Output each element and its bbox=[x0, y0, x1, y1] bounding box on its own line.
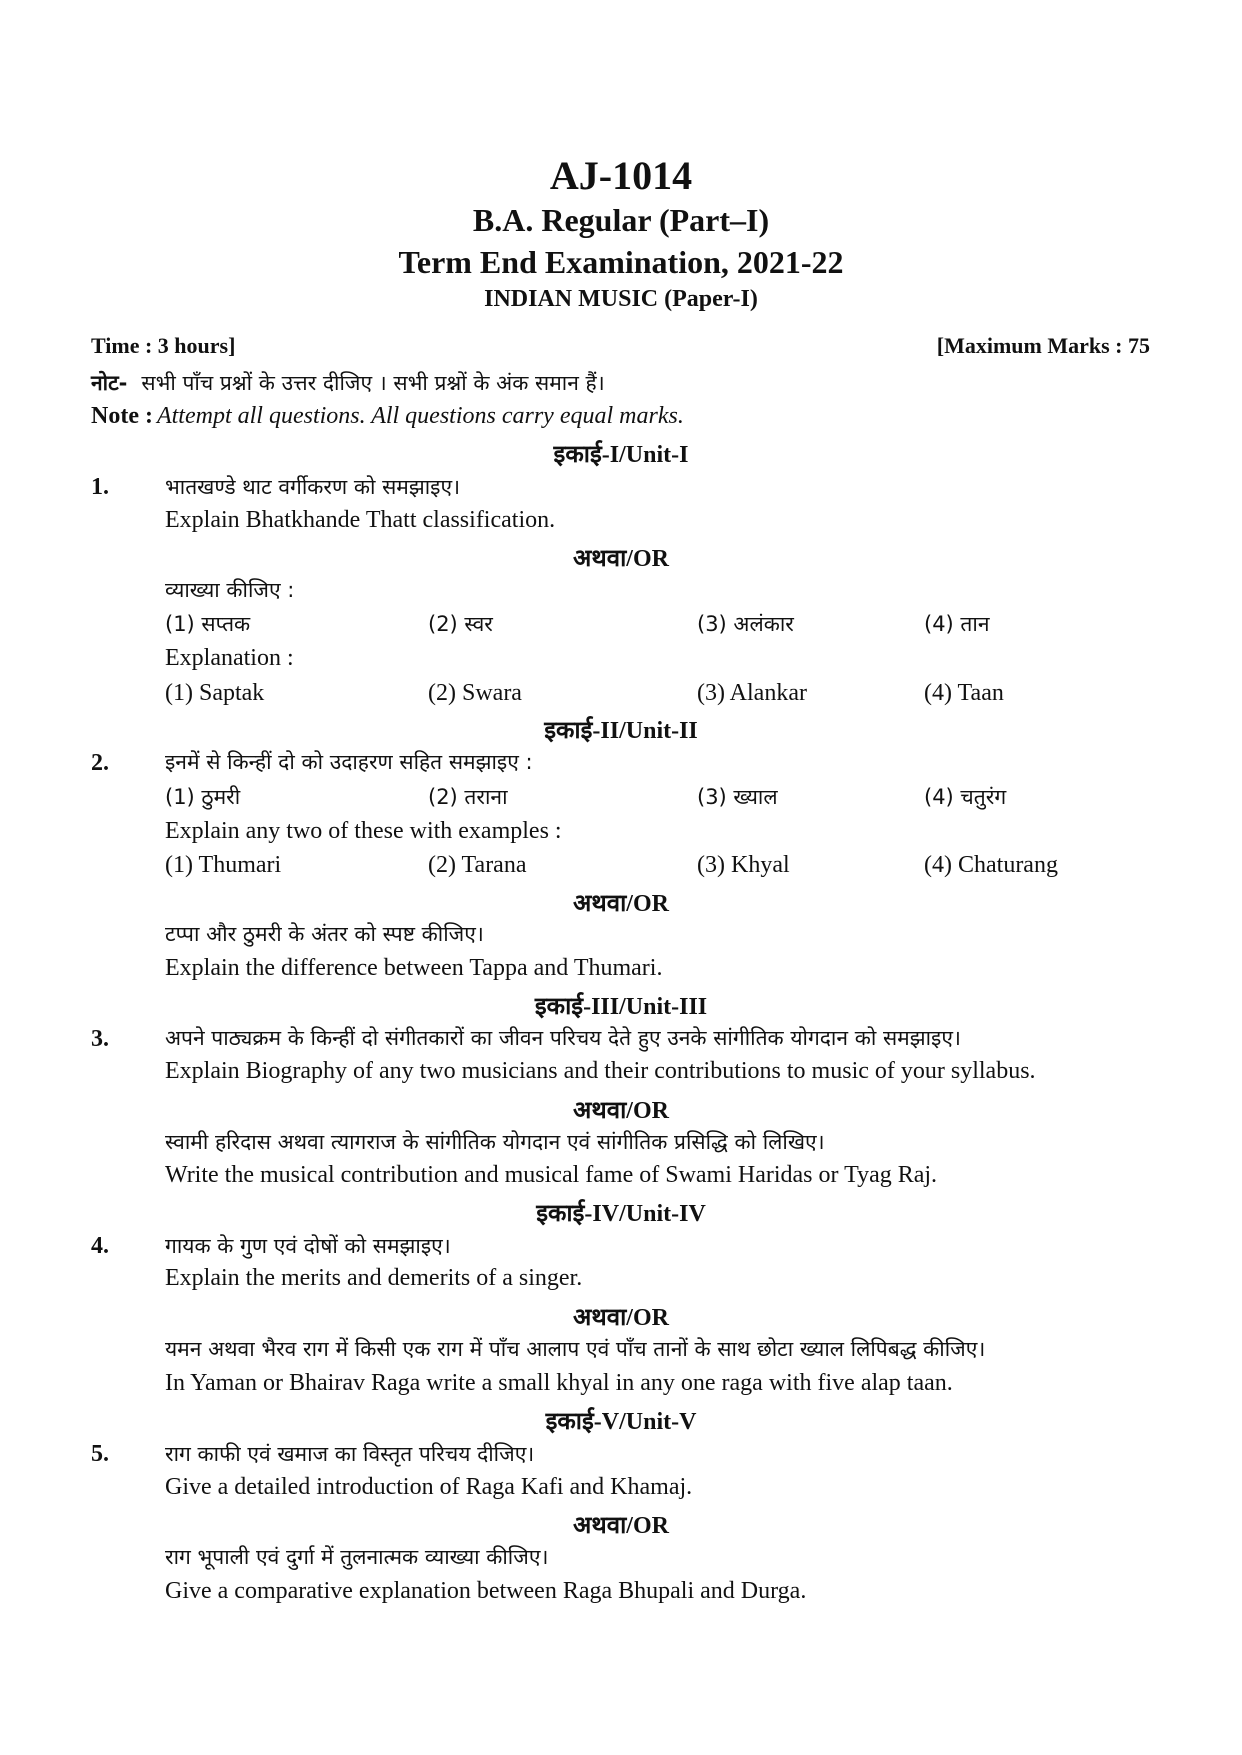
english-note-label: Note : bbox=[91, 403, 153, 429]
unit-2-heading: इकाई-II/Unit-II bbox=[544, 718, 698, 744]
course-title: B.A. Regular (Part–I) bbox=[472, 202, 770, 238]
english-note-text: Attempt all questions. All questions carry equal marks. bbox=[156, 403, 684, 429]
time-label: Time : 3 hours] bbox=[91, 333, 236, 358]
question-3-english: Explain Biography of any two musicians and their contributions to music of your syllabus. bbox=[165, 1058, 1036, 1084]
option-english: (2) Tarana bbox=[428, 852, 527, 878]
or-divider: अथवा/OR bbox=[573, 891, 669, 917]
question-1-alt-english: Explanation : bbox=[165, 645, 294, 671]
question-5-hindi: राग काफी एवं खमाज का विस्तृत परिचय दीजिए। bbox=[165, 1442, 535, 1466]
question-4-alt-english: In Yaman or Bhairav Raga write a small khyal in any one raga with five alap taan. bbox=[165, 1370, 953, 1396]
question-1-english: Explain Bhatkhande Thatt classification. bbox=[165, 507, 556, 533]
option-english: (1) Thumari bbox=[165, 852, 282, 878]
question-1-alt-hindi: व्याख्या कीजिए : bbox=[165, 578, 295, 602]
question-5-alt-hindi: राग भूपाली एवं दुर्गा में तुलनात्मक व्याख्या कीजिए। bbox=[165, 1545, 549, 1569]
or-divider: अथवा/OR bbox=[573, 1098, 669, 1124]
option-english: (3) Alankar bbox=[697, 680, 807, 706]
or-divider: अथवा/OR bbox=[573, 1305, 669, 1331]
option-hindi: (1) सप्तक bbox=[165, 612, 251, 636]
paper-title: INDIAN MUSIC (Paper-I) bbox=[484, 286, 758, 312]
question-5-alt-english: Give a comparative explanation between Raga Bhupali and Durga. bbox=[165, 1578, 807, 1604]
max-marks-label: [Maximum Marks : 75 bbox=[936, 333, 1150, 358]
option-hindi: (2) स्वर bbox=[428, 612, 493, 636]
option-hindi: (4) चतुरंग bbox=[924, 785, 1007, 809]
question-3-number: 3. bbox=[91, 1026, 109, 1052]
option-hindi: (4) तान bbox=[924, 612, 990, 636]
hindi-note-label: नोट- bbox=[91, 371, 128, 395]
paper-code: AJ-1014 bbox=[549, 153, 693, 198]
question-3-hindi: अपने पाठ्यक्रम के किन्हीं दो संगीतकारों का जीवन परिचय देते हुए उनके सांगीतिक योगदान को समझाइए। bbox=[165, 1026, 961, 1050]
question-4-english: Explain the merits and demerits of a singer. bbox=[165, 1265, 583, 1291]
option-hindi: (3) अलंकार bbox=[697, 612, 794, 636]
option-hindi: (3) ख्याल bbox=[697, 785, 778, 809]
option-english: (2) Swara bbox=[428, 680, 522, 706]
question-4-number: 4. bbox=[91, 1233, 109, 1259]
or-divider: अथवा/OR bbox=[573, 546, 669, 572]
english-note bbox=[91, 403, 684, 430]
option-english: (1) Saptak bbox=[165, 680, 265, 706]
question-2-english: Explain any two of these with examples : bbox=[165, 818, 562, 844]
unit-5-heading: इकाई-V/Unit-V bbox=[545, 1409, 697, 1435]
question-2-alt-english: Explain the difference between Tappa and Thumari. bbox=[165, 955, 663, 981]
question-5-english: Give a detailed introduction of Raga Kafi and Khamaj. bbox=[165, 1474, 693, 1500]
unit-1-heading: इकाई-I/Unit-I bbox=[553, 442, 689, 468]
question-3-alt-english: Write the musical contribution and musical fame of Swami Haridas or Tyag Raj. bbox=[165, 1162, 938, 1188]
question-4-alt-hindi: यमन अथवा भैरव राग में किसी एक राग में पाँच आलाप एवं पाँच तानों के साथ छोटा ख्याल लिपिबद्ध कीजिए। bbox=[165, 1337, 986, 1361]
option-english: (4) Chaturang bbox=[924, 852, 1058, 878]
question-3-alt-hindi: स्वामी हरिदास अथवा त्यागराज के सांगीतिक योगदान एवं सांगीतिक प्रसिद्धि को लिखिए। bbox=[165, 1130, 825, 1154]
option-english: (4) Taan bbox=[924, 680, 1004, 706]
question-1-hindi: भातखण्डे थाट वर्गीकरण को समझाइए। bbox=[165, 475, 461, 499]
question-2-number: 2. bbox=[91, 750, 109, 776]
unit-3-heading: इकाई-III/Unit-III bbox=[534, 994, 708, 1020]
hindi-note-text: सभी पाँच प्रश्नों के उत्तर दीजिए । सभी प्रश्नों के अंक समान हैं। bbox=[141, 371, 605, 395]
option-english: (3) Khyal bbox=[697, 852, 790, 878]
question-2-alt-hindi: टप्पा और ठुमरी के अंतर को स्पष्ट कीजिए। bbox=[165, 922, 484, 946]
or-divider: अथवा/OR bbox=[573, 1513, 669, 1539]
option-hindi: (1) ठुमरी bbox=[165, 785, 241, 809]
exam-title: Term End Examination, 2021-22 bbox=[398, 244, 844, 280]
question-5-number: 5. bbox=[91, 1441, 109, 1467]
unit-4-heading: इकाई-IV/Unit-IV bbox=[536, 1201, 706, 1227]
option-hindi: (2) तराना bbox=[428, 785, 508, 809]
question-2-hindi: इनमें से किन्हीं दो को उदाहरण सहित समझाइए : bbox=[165, 750, 533, 774]
hindi-note bbox=[91, 369, 605, 397]
question-1-number: 1. bbox=[91, 474, 109, 500]
question-4-hindi: गायक के गुण एवं दोषों को समझाइए। bbox=[165, 1234, 451, 1258]
